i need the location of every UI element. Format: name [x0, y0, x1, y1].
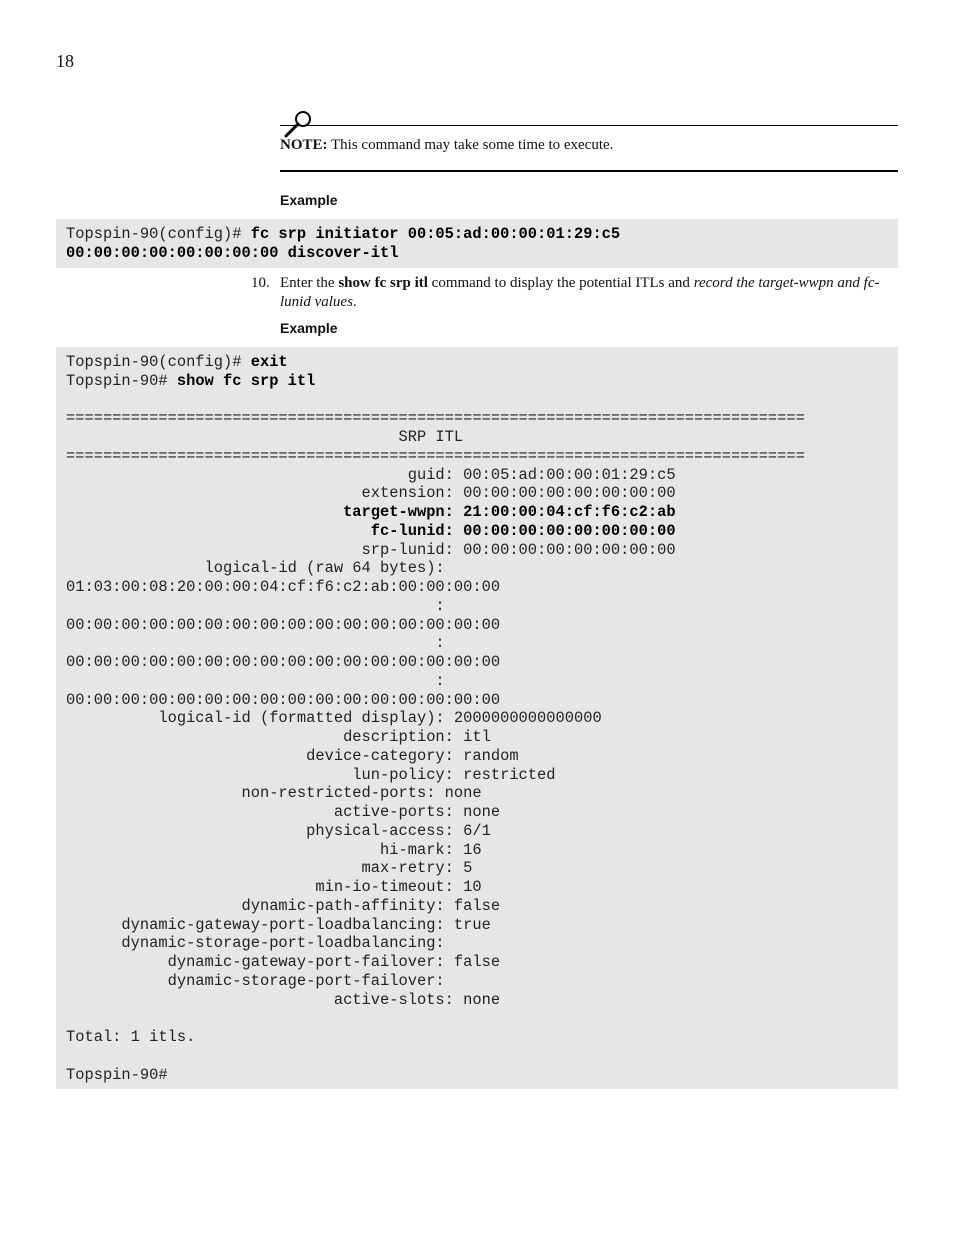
code-line: [66, 578, 888, 597]
code-text: 00:00:00:00:00:00:00:00:00:00:00:00:00:00:00:00: [66, 615, 501, 634]
note-label: NOTE:: [280, 137, 328, 153]
code-text: logical-id (raw 64 bytes):: [66, 559, 445, 578]
code-text: 00:00:00:00:00:00:00:00:00:00:00:00:00:00:00:00: [66, 653, 501, 671]
code-text: lun-policy: restricted: [66, 765, 556, 784]
code-text: dynamic-path-affinity: false: [66, 896, 501, 915]
code-line: [66, 991, 888, 1010]
step-text-1: Enter the: [280, 275, 339, 291]
code-text: :: [66, 634, 445, 653]
code-line: [66, 916, 888, 935]
code-command: show fc srp itl: [176, 371, 316, 390]
code-line: [66, 709, 888, 728]
code-text: dynamic-gateway-port-failover: false: [66, 953, 501, 971]
code-line: [66, 728, 888, 747]
code-line: [66, 484, 888, 503]
code-command: exit: [250, 353, 288, 371]
step-emphasis: record the target-wwpn and fc-lunid values: [280, 275, 880, 310]
code-text: dynamic-storage-port-loadbalancing:: [66, 934, 445, 953]
code-line: [66, 391, 888, 410]
code-line: [66, 1028, 888, 1047]
code-command: fc srp initiator 00:05:ad:00:00:01:29:c5: [250, 225, 621, 243]
code-block-2: [56, 347, 898, 1089]
code-line: [66, 353, 888, 372]
code-command: 00:00:00:00:00:00:00:00 discover-itl: [66, 243, 399, 262]
code-line: [66, 934, 888, 953]
code-line: [66, 897, 888, 916]
code-text: Topspin-90(config)#: [66, 353, 251, 371]
code-line: [66, 559, 888, 578]
step-text-3: .: [352, 293, 357, 310]
note-rule-bottom: [280, 170, 898, 172]
code-block-1: [56, 219, 898, 268]
code-line: [66, 409, 888, 428]
code-text: :: [66, 596, 445, 615]
code-command: fc-lunid: 00:00:00:00:00:00:00:00: [66, 521, 676, 540]
step-command: show fc srp itl: [338, 275, 428, 291]
code-line: [66, 766, 888, 785]
code-line: [66, 616, 888, 635]
code-text: device-category: random: [66, 746, 519, 765]
code-line: [66, 803, 888, 822]
code-text: 00:00:00:00:00:00:00:00:00:00:00:00:00:00:00:00: [66, 690, 501, 709]
note-box: [280, 110, 898, 171]
code-line: [66, 428, 888, 447]
code-text: active-slots: none: [66, 990, 501, 1009]
code-line: [66, 784, 888, 803]
step-number: 10.: [251, 275, 270, 291]
page-number: 18: [56, 51, 74, 71]
code-line: [66, 653, 888, 672]
code-line: [66, 466, 888, 485]
code-text: Topspin-90#: [66, 371, 177, 390]
code-line: [66, 953, 888, 972]
example-heading-2: Example: [280, 320, 338, 336]
code-text: physical-access: 6/1: [66, 821, 491, 840]
magnifier-icon: [283, 110, 313, 138]
code-text: srp-lunid: 00:00:00:00:00:00:00:00: [66, 540, 676, 559]
code-line: [66, 672, 888, 691]
step-text-2: command to display the potential ITLs and: [427, 275, 694, 291]
note-rule-top: [280, 125, 898, 126]
code-line: [66, 747, 888, 766]
code-line: [66, 1047, 888, 1066]
code-line: [66, 597, 888, 616]
code-text: Total: 1 itls.: [66, 1028, 196, 1046]
code-text: logical-id (formatted display): 2000000000000000: [66, 709, 602, 728]
code-text: hi-mark: 16: [66, 840, 482, 859]
example-heading-1: Example: [280, 192, 338, 208]
code-text: :: [66, 671, 445, 690]
code-line: [66, 634, 888, 653]
code-line: [66, 503, 888, 522]
code-text: ================================================================================: [66, 409, 805, 428]
code-text: Topspin-90(config)#: [66, 225, 251, 243]
code-command: target-wwpn: 21:00:00:04:cf:f6:c2:ab: [66, 503, 676, 521]
code-text: guid: 00:05:ad:00:00:01:29:c5: [66, 465, 676, 484]
code-text: description: itl: [66, 728, 491, 746]
code-text: 01:03:00:08:20:00:00:04:cf:f6:c2:ab:00:00:00:00: [66, 578, 501, 596]
code-text: ================================================================================: [66, 446, 805, 465]
code-text: dynamic-storage-port-failover:: [66, 971, 445, 990]
code-line: [66, 841, 888, 860]
code-line: [66, 244, 888, 263]
code-text: dynamic-gateway-port-loadbalancing: true: [66, 915, 491, 934]
code-line: [66, 225, 888, 244]
note-text: [280, 137, 613, 154]
code-line: [66, 372, 888, 391]
code-line: [66, 691, 888, 710]
code-line: [66, 1009, 888, 1028]
code-line: [66, 447, 888, 466]
code-line: [66, 1066, 888, 1085]
code-text: active-ports: none: [66, 803, 501, 821]
code-line: [66, 822, 888, 841]
code-text: min-io-timeout: 10: [66, 878, 482, 896]
code-text: Topspin-90#: [66, 1065, 168, 1084]
step-text: [280, 274, 900, 311]
code-line: [66, 972, 888, 991]
code-text: non-restricted-ports: none: [66, 784, 482, 803]
code-text: SRP ITL: [66, 428, 464, 446]
code-line: [66, 522, 888, 541]
code-line: [66, 859, 888, 878]
code-text: max-retry: 5: [66, 859, 473, 878]
note-body: This command may take some time to execute.: [327, 137, 614, 153]
code-line: [66, 878, 888, 897]
code-text: extension: 00:00:00:00:00:00:00:00: [66, 484, 676, 503]
code-line: [66, 541, 888, 560]
